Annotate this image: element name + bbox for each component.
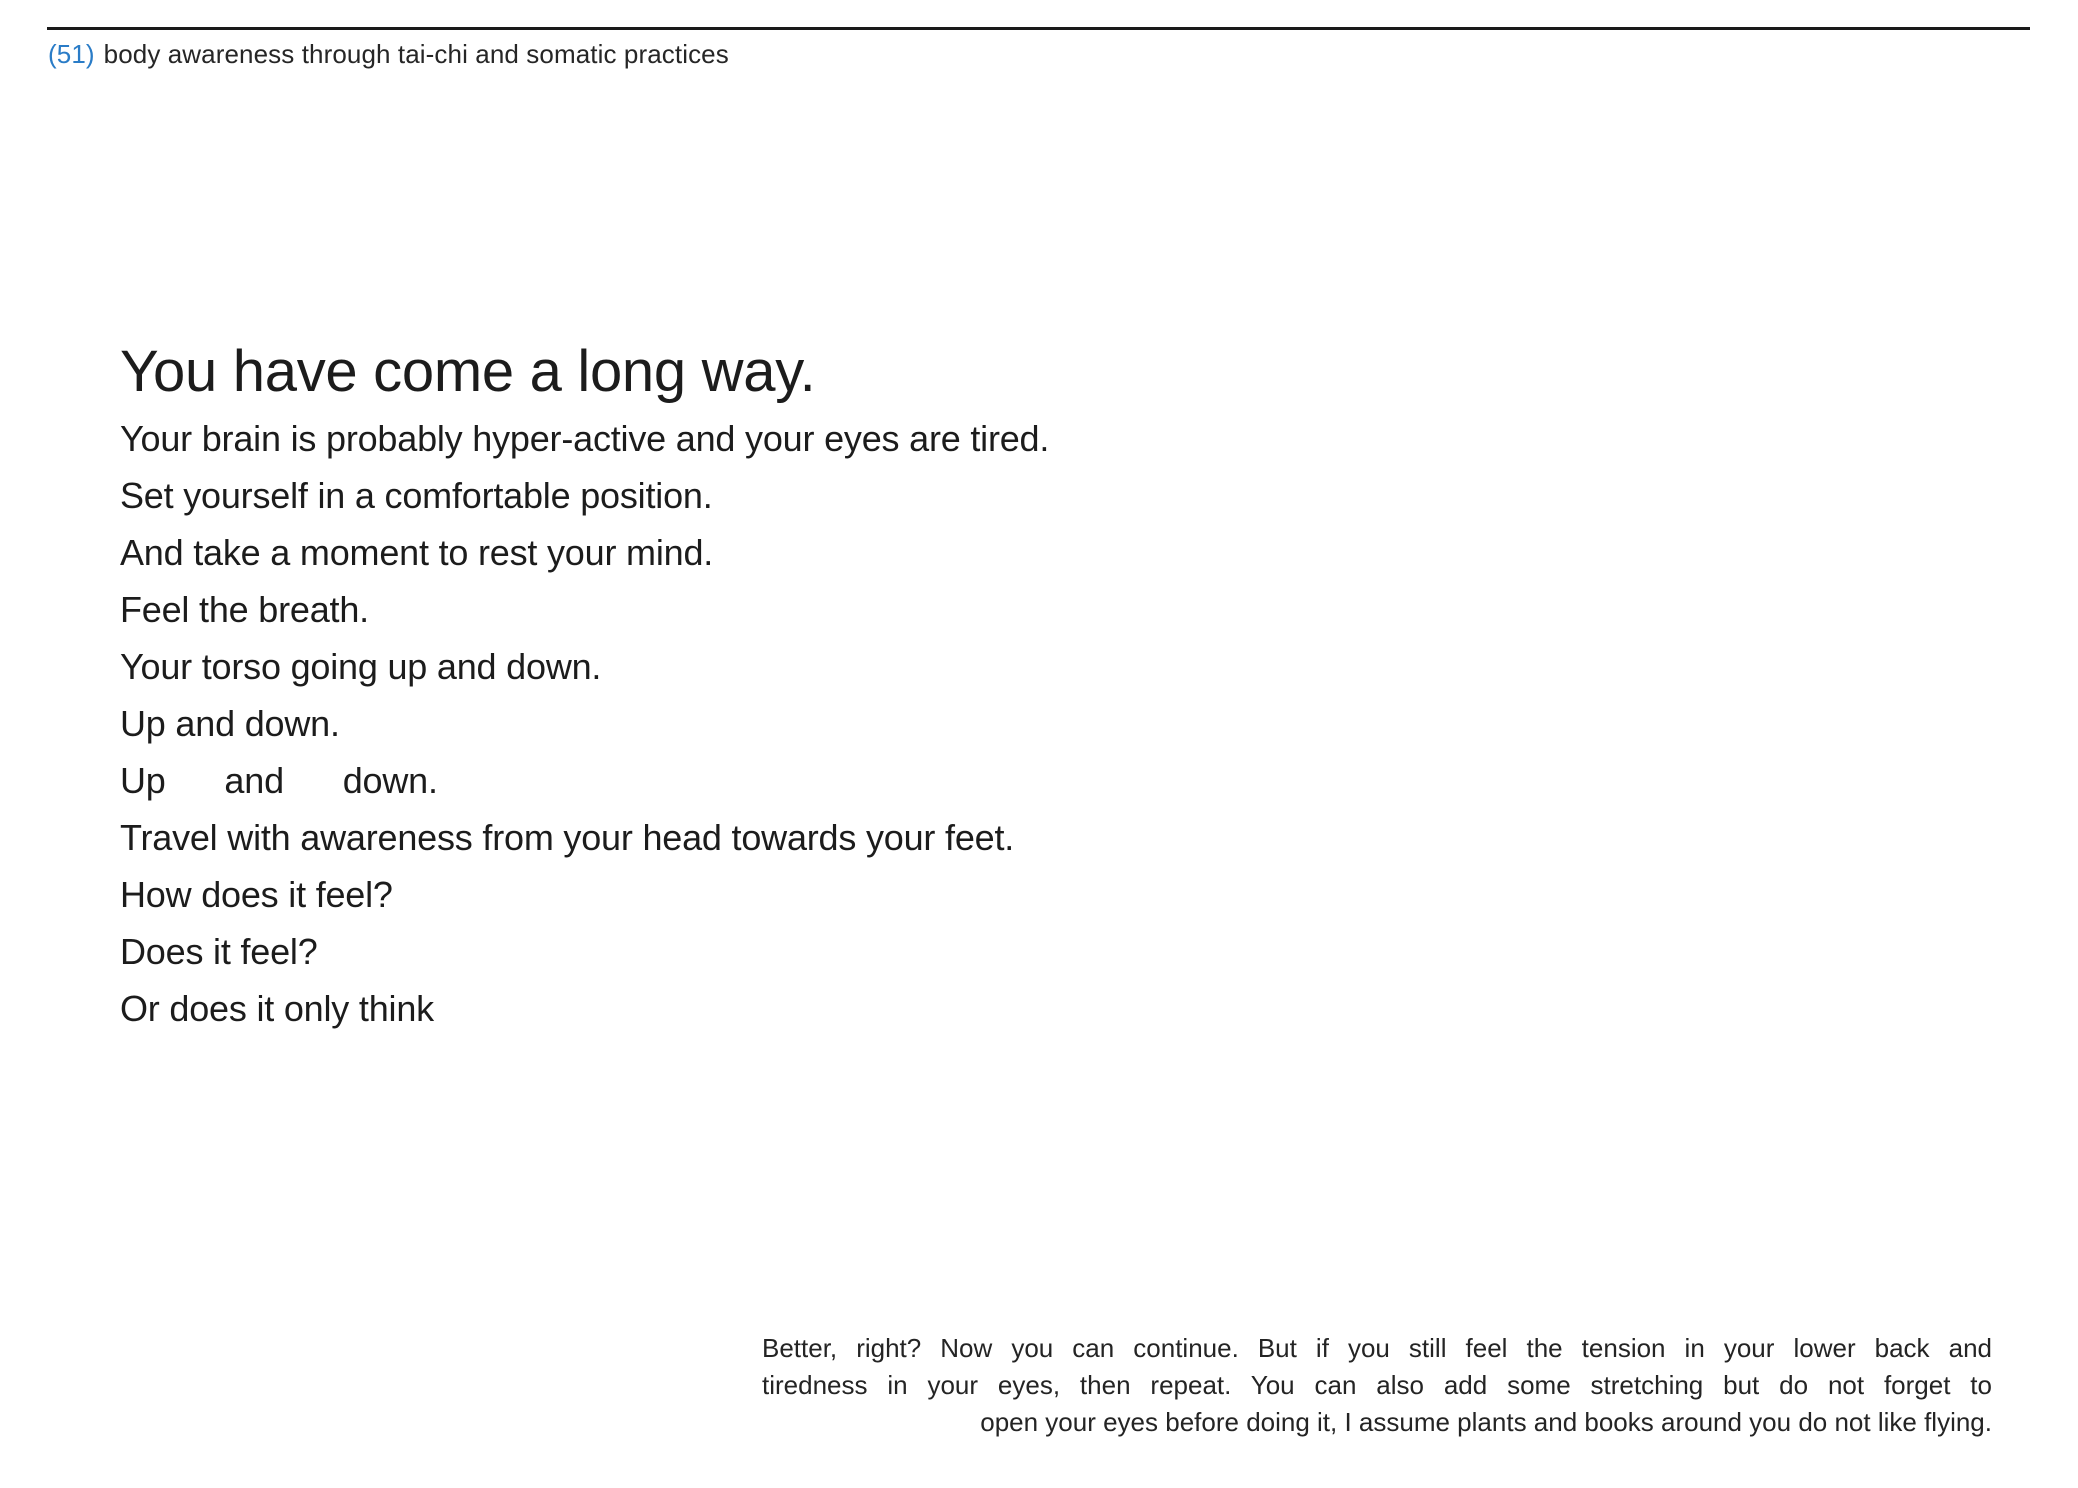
page-header	[48, 38, 729, 70]
poem-line: Or does it only think	[120, 988, 434, 1029]
poem-line: Your brain is probably hyper-active and your eyes are tired.	[120, 418, 1050, 459]
poem-line: Set yourself in a comfortable position.	[120, 475, 713, 516]
poem-line: How does it feel?	[120, 874, 393, 915]
footer-line: open your eyes before doing it, I assume plants and books around you do not like flying.	[980, 1407, 1992, 1437]
poem-line: Up and down.	[120, 760, 438, 801]
slide-number: (51)	[48, 39, 95, 69]
poem-block	[120, 334, 1049, 1037]
poem-line: Does it feel?	[120, 931, 318, 972]
poem-line: Your torso going up and down.	[120, 646, 602, 687]
poem-line: And take a moment to rest your mind.	[120, 532, 714, 573]
footer-line: tiredness in your eyes, then repeat. You can also add some stretching but do not forget to	[762, 1370, 1992, 1400]
poem-line: Up and down.	[120, 703, 340, 744]
top-rule	[47, 27, 2030, 30]
footer-note	[762, 1330, 1992, 1441]
header-title: body awareness through tai-chi and somatic practices	[103, 39, 729, 69]
poem-title: You have come a long way.	[120, 339, 816, 404]
footer-line: Better, right? Now you can continue. But if you still feel the tension in your lower back and	[762, 1333, 1992, 1363]
poem-line: Feel the breath.	[120, 589, 369, 630]
poem-line: Travel with awareness from your head towards your feet.	[120, 817, 1015, 858]
